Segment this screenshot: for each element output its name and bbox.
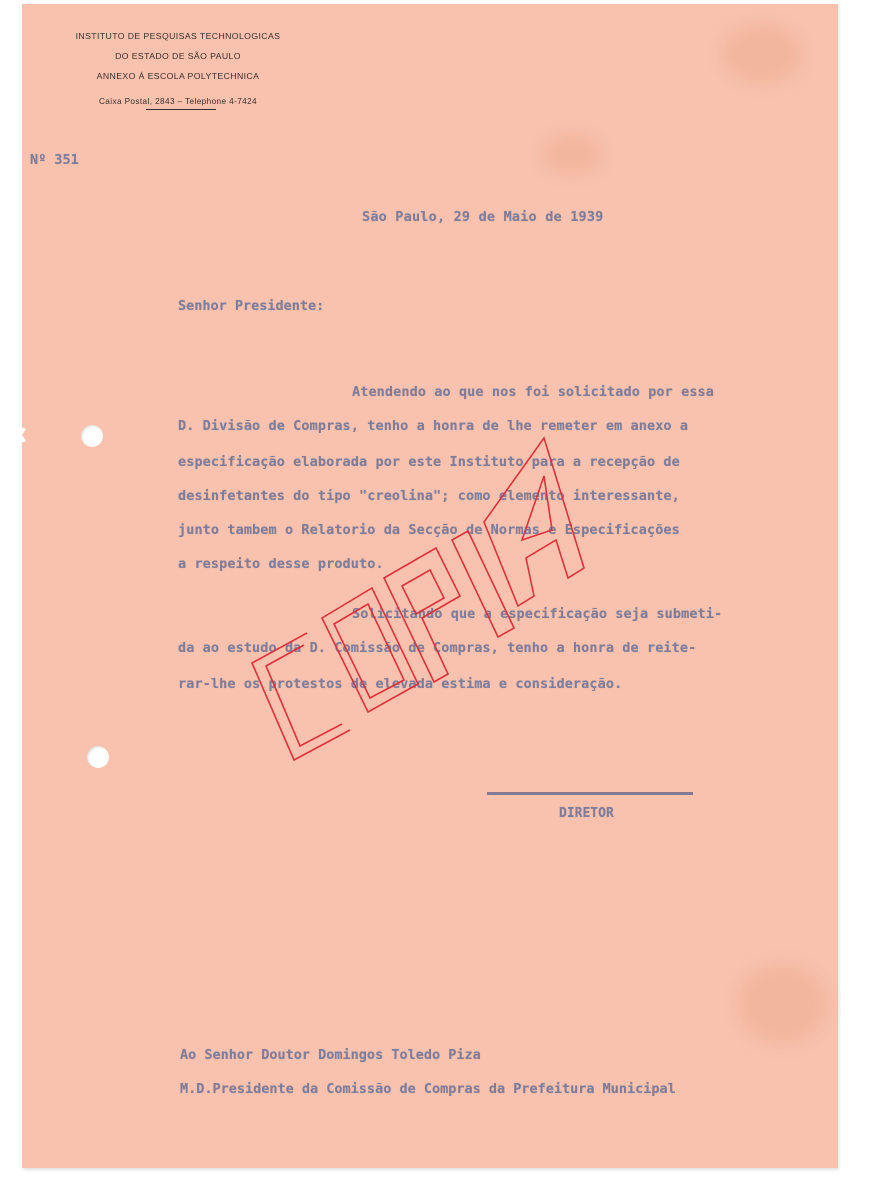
- stamp-letter-p-inner: [402, 570, 444, 614]
- body-line: da ao estudo da D. Comissão de Compras, tenho a honra de reite-: [178, 640, 697, 656]
- body-line: Solicitando que a especificação seja submeti-: [352, 606, 723, 622]
- stamp-letter-o-inner: [334, 604, 404, 698]
- letterhead-contact: Caixa Postal, 2843 – Telephone 4-7424: [98, 97, 258, 106]
- salutation: Senhor Presidente:: [178, 298, 325, 314]
- body-line: rar-lhe os protestos de elevada estima e consideração.: [178, 676, 623, 692]
- letterhead-school: ANNEXO Á ESCOLA POLYTECHNICA: [96, 71, 260, 81]
- body-line: especificação elaborada por este Instituto para a recepção de: [178, 454, 680, 470]
- document-number: Nº 351: [30, 152, 79, 168]
- stamp-letter-i: [452, 531, 514, 637]
- body-line: D. Divisão de Compras, tenho a honra de lhe remeter em anexo a: [178, 418, 689, 434]
- punch-hole: [81, 425, 103, 447]
- signature-title: DIRETOR: [559, 806, 614, 821]
- letter-date: São Paulo, 29 de Maio de 1939: [362, 209, 604, 225]
- stamp-letter-a: [484, 438, 584, 606]
- punch-hole: [87, 746, 109, 768]
- stamp-letter-c: [252, 633, 350, 760]
- paper-stain: [722, 24, 802, 84]
- copia-stamp: [222, 428, 602, 768]
- body-line: a respeito desse produto.: [178, 556, 384, 572]
- addressee-name: Ao Senhor Doutor Domingos Toledo Piza: [180, 1047, 481, 1063]
- body-line: desinfetantes do tipo "creolina"; como elemento interessante,: [178, 488, 680, 504]
- copia-stamp-letters: [252, 438, 584, 760]
- letterhead: [62, 26, 294, 112]
- stamp-letter-c-inner: [266, 645, 342, 746]
- body-line: Atendendo ao que nos foi solicitado por essa: [352, 384, 715, 400]
- paper-stain: [542, 134, 602, 174]
- stamp-letter-a-inner: [522, 476, 552, 540]
- paper-stain: [737, 964, 827, 1044]
- letterhead-state: DO ESTADO DE SÃO PAULO: [115, 51, 241, 61]
- letterhead-rule: [146, 109, 216, 110]
- signature-line: [487, 792, 693, 795]
- letterhead-institute: INSTITUTO DE PESQUISAS TECHNOLOGICAS: [75, 31, 281, 41]
- addressee-title: M.D.Presidente da Comissão de Compras da Prefeitura Municipal: [180, 1081, 676, 1097]
- body-line: junto tambem o Relatorio da Secção de Normas e Especificações: [178, 522, 680, 538]
